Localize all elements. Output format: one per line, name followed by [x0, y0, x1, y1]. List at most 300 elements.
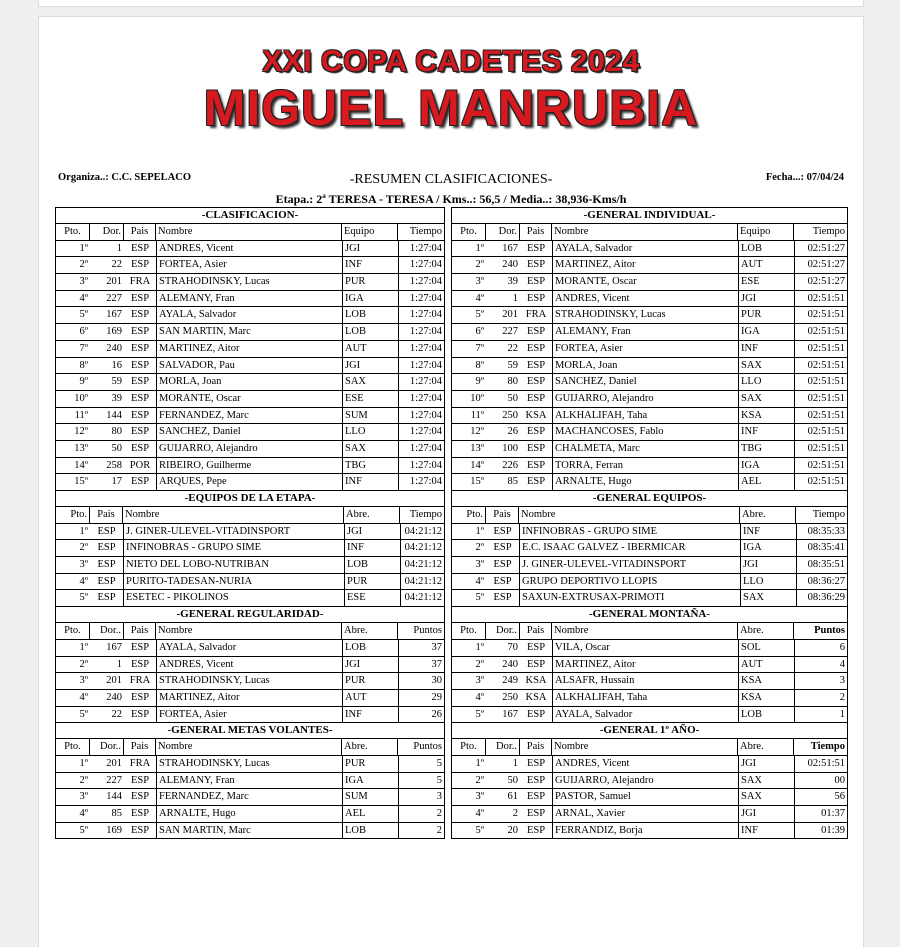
- general_montana-cell: KSA: [525, 675, 547, 687]
- general_1_ano-header-cell: Pto.: [452, 739, 486, 755]
- table-row: [452, 789, 847, 806]
- general_metas_volantes-cell: IGA: [342, 773, 398, 789]
- clasificacion-cell: ANDRES, Vicent: [156, 241, 342, 257]
- summary-heading: -RESUMEN CLASIFICACIONES-: [349, 172, 553, 187]
- general_equipos-cell: SAX: [740, 590, 796, 606]
- general_equipos-cell: E.C. ISAAC GALVEZ - IBERMICAR: [519, 540, 740, 556]
- table-row: [452, 690, 847, 707]
- general_1_ano-cell: ANDRES, Vicent: [552, 756, 738, 772]
- general_individual-cell: 14º: [470, 459, 484, 471]
- general_individual-cell: MORLA, Joan: [552, 358, 738, 374]
- general_individual-cell: ESP: [526, 242, 546, 254]
- general_montana-cell: ESP: [526, 708, 546, 720]
- general_equipos-cell: 4º: [475, 575, 484, 587]
- table-row: [452, 474, 847, 491]
- general_montana-cell: KSA: [738, 690, 794, 706]
- general_regularidad-cell: 2º: [79, 658, 88, 670]
- general_individual-cell: SAX: [738, 391, 794, 407]
- general_montana-cell: 2º: [475, 658, 484, 670]
- table-row: [452, 374, 847, 391]
- clasificacion-cell: 2º: [79, 259, 88, 271]
- equipos_etapa-cell: ESP: [97, 525, 116, 537]
- equipos_etapa-cell: LOB: [344, 557, 400, 573]
- general_individual-cell: 5º: [475, 309, 484, 321]
- general_montana-header-cell: Nombre: [552, 623, 738, 639]
- equipos_etapa-header-cell: Pto.: [56, 507, 90, 523]
- general_metas_volantes-cell: SAN MARTIN, Marc: [156, 823, 342, 839]
- general_1_ano-cell: SAX: [738, 789, 794, 805]
- general_metas_volantes-cell: 1º: [79, 757, 88, 769]
- general_individual-cell: ESP: [526, 459, 546, 471]
- table-row: [56, 374, 444, 391]
- equipos_etapa-header-cell: Tiempo: [409, 509, 442, 520]
- general_individual-cell: LOB: [738, 241, 794, 257]
- clasificacion-cell: 80: [111, 426, 122, 438]
- clasificacion-cell: 1:27:04: [398, 324, 444, 340]
- table-row: [452, 358, 847, 375]
- general_1_ano-cell: GUIJARRO, Alejandro: [552, 773, 738, 789]
- general_regularidad-cell: 5º: [79, 708, 88, 720]
- clasificacion-cell: 167: [106, 309, 122, 321]
- clasificacion-cell: 59: [111, 376, 122, 388]
- general_regularidad-cell: STRAHODINSKY, Lucas: [156, 673, 342, 689]
- general_individual-cell: 227: [502, 326, 518, 338]
- clasificacion-cell: SAN MARTIN, Marc: [156, 324, 342, 340]
- table-row: [56, 307, 444, 324]
- general_1_ano-header-cell: Nombre: [552, 739, 738, 755]
- general_individual-cell: ALEMANY, Fran: [552, 324, 738, 340]
- table-row: [452, 823, 847, 840]
- general_regularidad-cell: PUR: [342, 673, 398, 689]
- clasificacion-cell: FERNANDEZ, Marc: [156, 408, 342, 424]
- clasificacion-cell: ESP: [130, 476, 150, 488]
- clasificacion-cell: 1:27:04: [398, 391, 444, 407]
- general_equipos-cell: J. GINER-ULEVEL-VITADINSPORT: [519, 557, 740, 573]
- clasificacion-cell: 1:27:04: [398, 307, 444, 323]
- general_regularidad-cell: 29: [398, 690, 444, 706]
- table-row: [56, 408, 444, 425]
- general_equipos-cell: 3º: [475, 559, 484, 571]
- general_regularidad-cell: 3º: [79, 675, 88, 687]
- general_metas_volantes-cell: 169: [106, 824, 122, 836]
- general_1_ano-cell: 01:39: [794, 823, 847, 839]
- equipos_etapa-cell: 4º: [79, 575, 88, 587]
- general_1_ano-cell: 5º: [475, 824, 484, 836]
- general_regularidad-cell: 240: [106, 691, 122, 703]
- general_individual-cell: 1º: [475, 242, 484, 254]
- general_individual-cell: ESP: [526, 376, 546, 388]
- general_individual-cell: 02:51:51: [794, 307, 847, 323]
- equipos_etapa-cell: PURITO-TADESAN-NURIA: [123, 574, 344, 590]
- clasificacion-cell: LLO: [342, 424, 398, 440]
- general_metas_volantes-cell: 3º: [79, 791, 88, 803]
- general_equipos-cell: 08:36:27: [796, 574, 847, 590]
- general_metas_volantes-header-cell: Nombre: [156, 739, 342, 755]
- general_metas_volantes-cell: AEL: [342, 806, 398, 822]
- table-row: [56, 341, 444, 358]
- general_montana-cell: 250: [502, 691, 518, 703]
- equipos_etapa-cell: J. GINER-ULEVEL-VITADINSPORT: [123, 524, 344, 540]
- general_metas_volantes-cell: ESP: [130, 791, 150, 803]
- date-label: Fecha...: 07/04/24: [765, 172, 844, 183]
- clasificacion-cell: 1:27:04: [398, 441, 444, 457]
- general_individual-cell: 02:51:51: [794, 441, 847, 457]
- clasificacion-header-cell: Pto.: [56, 224, 90, 240]
- clasificacion-cell: ESP: [130, 326, 150, 338]
- equipos_etapa-cell: JGI: [344, 524, 400, 540]
- general_individual-cell: FORTEA, Asier: [552, 341, 738, 357]
- general_individual-cell: 80: [507, 376, 518, 388]
- general_equipos-cell: ESP: [493, 575, 512, 587]
- general_equipos-cell: SAXUN-EXTRUSAX-PRIMOTI: [519, 590, 740, 606]
- general_individual-cell: ESP: [526, 292, 546, 304]
- table-row: [56, 657, 444, 674]
- general_regularidad-header-cell: Nombre: [156, 623, 342, 639]
- general_individual-title: -GENERAL INDIVIDUAL-: [452, 208, 847, 224]
- right-column: [451, 207, 848, 839]
- general_individual-cell: ANDRES, Vicent: [552, 291, 738, 307]
- general_metas_volantes-cell: 2: [398, 823, 444, 839]
- general_1_ano-cell: PASTOR, Samuel: [552, 789, 738, 805]
- clasificacion-header-cell: Nombre: [156, 224, 342, 240]
- general_individual-cell: 02:51:51: [794, 374, 847, 390]
- general_1_ano-cell: 20: [507, 824, 518, 836]
- table-row: [452, 324, 847, 341]
- general_individual-header-row: [452, 224, 847, 241]
- clasificacion-cell: 17: [111, 476, 122, 488]
- general_1_ano-cell: 50: [507, 774, 518, 786]
- general_metas_volantes-cell: PUR: [342, 756, 398, 772]
- general_metas_volantes-cell: ALEMANY, Fran: [156, 773, 342, 789]
- general_individual-cell: ESP: [526, 326, 546, 338]
- general_montana-cell: 2: [794, 690, 847, 706]
- general_individual-cell: 02:51:51: [794, 458, 847, 474]
- general_1_ano-cell: 00: [794, 773, 847, 789]
- general_metas_volantes-cell: 144: [106, 791, 122, 803]
- general_individual-cell: AUT: [738, 257, 794, 273]
- general_montana-cell: KSA: [738, 673, 794, 689]
- equipos_etapa-header-row: [56, 507, 444, 524]
- clasificacion-cell: ALEMANY, Fran: [156, 291, 342, 307]
- general_1_ano-cell: ESP: [526, 774, 546, 786]
- general_regularidad-cell: ESP: [130, 708, 150, 720]
- table-row: [452, 458, 847, 475]
- table-row: [452, 657, 847, 674]
- general_metas_volantes-cell: LOB: [342, 823, 398, 839]
- clasificacion-cell: ESP: [130, 392, 150, 404]
- table-row: [452, 341, 847, 358]
- clasificacion-cell: 10º: [74, 392, 88, 404]
- table-row: [452, 574, 847, 591]
- general_montana-cell: ALSAFR, Hussain: [552, 673, 738, 689]
- general_montana-cell: 1º: [475, 641, 484, 653]
- general_individual-cell: 4º: [475, 292, 484, 304]
- general_individual-cell: 13º: [470, 442, 484, 454]
- general_montana-cell: 3: [794, 673, 847, 689]
- general_metas_volantes-cell: 227: [106, 774, 122, 786]
- general_equipos-cell: 2º: [475, 542, 484, 554]
- clasificacion-header-cell: Equipo: [342, 224, 398, 240]
- general_individual-cell: AEL: [738, 474, 794, 490]
- general_individual-cell: IGA: [738, 324, 794, 340]
- clasificacion-header-row: [56, 224, 444, 241]
- general_individual-cell: 02:51:51: [794, 474, 847, 490]
- general_individual-cell: ESP: [526, 442, 546, 454]
- general_individual-cell: STRAHODINSKY, Lucas: [552, 307, 738, 323]
- general_equipos-header-cell: Abre.: [740, 507, 796, 523]
- general_1_ano-header-cell: Dor..: [486, 739, 520, 755]
- equipos_etapa-cell: 04:21:12: [400, 557, 444, 573]
- clasificacion-cell: TBG: [342, 458, 398, 474]
- general_metas_volantes-header-cell: Dor..: [90, 739, 124, 755]
- general_1_ano-cell: 56: [794, 789, 847, 805]
- equipos_etapa-cell: 2º: [79, 542, 88, 554]
- general_regularidad-cell: JGI: [342, 657, 398, 673]
- clasificacion-cell: INF: [342, 474, 398, 490]
- general_regularidad-cell: 37: [398, 640, 444, 656]
- general_regularidad-header-cell: Dor..: [90, 623, 124, 639]
- general_equipos-cell: INFINOBRAS - GRUPO SIME: [519, 524, 740, 540]
- general_individual-cell: 02:51:51: [794, 424, 847, 440]
- general_regularidad-cell: 30: [398, 673, 444, 689]
- general_regularidad-header-cell: Pais: [124, 623, 156, 639]
- clasificacion-cell: 22: [111, 259, 122, 271]
- general_1_ano-cell: JGI: [738, 756, 794, 772]
- general_equipos-cell: ESP: [493, 592, 512, 604]
- general_montana-header-cell: Puntos: [814, 625, 845, 637]
- general_1_ano-header-row: [452, 739, 847, 756]
- general_metas_volantes-header-cell: Pto.: [56, 739, 90, 755]
- equipos_etapa-title: -EQUIPOS DE LA ETAPA-: [56, 491, 444, 507]
- general_equipos-cell: 1º: [475, 525, 484, 537]
- general_regularidad-cell: AYALA, Salvador: [156, 640, 342, 656]
- equipos_etapa-cell: 5º: [79, 592, 88, 604]
- general_individual-header-cell: Pto.: [452, 224, 486, 240]
- clasificacion-cell: MARTINEZ, Aitor: [156, 341, 342, 357]
- clasificacion-cell: 14º: [74, 459, 88, 471]
- clasificacion-cell: ESP: [130, 292, 150, 304]
- clasificacion-cell: ESP: [130, 259, 150, 271]
- table-row: [56, 524, 444, 541]
- clasificacion-cell: 1:27:04: [398, 257, 444, 273]
- general_individual-cell: AYALA, Salvador: [552, 241, 738, 257]
- clasificacion-cell: 1:27:04: [398, 458, 444, 474]
- clasificacion-cell: LOB: [342, 324, 398, 340]
- general_1_ano-cell: JGI: [738, 806, 794, 822]
- general_individual-header-cell: Equipo: [738, 224, 794, 240]
- general_1_ano-cell: ESP: [526, 757, 546, 769]
- general_regularidad-cell: 22: [111, 708, 122, 720]
- general_individual-cell: 226: [502, 459, 518, 471]
- general_individual-cell: ESP: [526, 426, 546, 438]
- general_regularidad-cell: LOB: [342, 640, 398, 656]
- equipos_etapa-cell: 04:21:12: [400, 540, 444, 556]
- general_individual-cell: 240: [502, 259, 518, 271]
- general_1_ano-header-cell: Pais: [520, 739, 552, 755]
- general_metas_volantes-cell: 2º: [79, 774, 88, 786]
- clasificacion-cell: 15º: [74, 476, 88, 488]
- general_montana-cell: 5º: [475, 708, 484, 720]
- general_individual-cell: ESP: [526, 259, 546, 271]
- general_individual-cell: 02:51:51: [794, 408, 847, 424]
- clasificacion-cell: SAX: [342, 374, 398, 390]
- general_metas_volantes-header-cell: Abre.: [342, 739, 398, 755]
- general_regularidad-cell: 4º: [79, 691, 88, 703]
- general_montana-cell: KSA: [525, 691, 547, 703]
- equipos_etapa-cell: NIETO DEL LOBO-NUTRIBAN: [123, 557, 344, 573]
- general_regularidad-cell: 1º: [79, 641, 88, 653]
- general_regularidad-cell: FRA: [129, 675, 151, 687]
- clasificacion-cell: 1:27:04: [398, 474, 444, 490]
- general_individual-cell: 02:51:27: [794, 257, 847, 273]
- table-row: [452, 391, 847, 408]
- general_individual-cell: MACHANCOSES, Fablo: [552, 424, 738, 440]
- general_individual-cell: SANCHEZ, Daniel: [552, 374, 738, 390]
- left-column: [55, 207, 445, 839]
- equipos_etapa-cell: INFINOBRAS - GRUPO SIME: [123, 540, 344, 556]
- general_montana-header-cell: Pto.: [452, 623, 486, 639]
- table-row: [56, 557, 444, 574]
- clasificacion-cell: ESP: [130, 342, 150, 354]
- general_regularidad-cell: AUT: [342, 690, 398, 706]
- general_regularidad-cell: 1: [116, 658, 122, 670]
- clasificacion-cell: PUR: [342, 274, 398, 290]
- general_regularidad-cell: ESP: [130, 691, 150, 703]
- general_metas_volantes-cell: FRA: [129, 757, 151, 769]
- general_individual-cell: IGA: [738, 458, 794, 474]
- general_metas_volantes-cell: FERNANDEZ, Marc: [156, 789, 342, 805]
- general_equipos-cell: 08:35:33: [796, 524, 847, 540]
- general_regularidad-cell: INF: [342, 707, 398, 723]
- general_individual-cell: 22: [507, 342, 518, 354]
- general_individual-cell: 02:51:51: [794, 291, 847, 307]
- general_equipos-header-cell: Tiempo: [812, 509, 845, 520]
- general_metas_volantes-cell: 5: [398, 773, 444, 789]
- table-row: [56, 441, 444, 458]
- table-row: [56, 574, 444, 591]
- general_1_ano-cell: INF: [738, 823, 794, 839]
- general_montana-cell: VILA, Oscar: [552, 640, 738, 656]
- general_metas_volantes-header-row: [56, 739, 444, 756]
- general_montana-cell: 4: [794, 657, 847, 673]
- general_metas_volantes-cell: ESP: [130, 824, 150, 836]
- clasificacion-cell: 1:27:04: [398, 241, 444, 257]
- stage-info: Etapa.: 2ª TERESA - TERESA / Kms..: 56,5 / Media..: 38,936-Kms/h: [275, 192, 627, 206]
- equipos_etapa-cell: ESP: [97, 559, 116, 571]
- general_metas_volantes-cell: 5º: [79, 824, 88, 836]
- table-row: [452, 424, 847, 441]
- clasificacion-cell: ESP: [130, 442, 150, 454]
- general_individual-cell: 02:51:51: [794, 358, 847, 374]
- general_equipos-header-cell: Pais: [486, 507, 519, 523]
- table-row: [56, 640, 444, 657]
- general_regularidad-cell: ANDRES, Vicent: [156, 657, 342, 673]
- general_regularidad-cell: FORTEA, Asier: [156, 707, 342, 723]
- table-row: [452, 557, 847, 574]
- general_metas_volantes-header-cell: Pais: [124, 739, 156, 755]
- table-row: [452, 307, 847, 324]
- general_individual-cell: 250: [502, 409, 518, 421]
- general_1_ano-cell: ESP: [526, 824, 546, 836]
- clasificacion-cell: SANCHEZ, Daniel: [156, 424, 342, 440]
- general_1_ano-cell: 1: [512, 757, 518, 769]
- general_individual-cell: MARTINEZ, Aitor: [552, 257, 738, 273]
- general_individual-header-cell: Tiempo: [812, 226, 845, 237]
- general_individual-cell: 9º: [475, 376, 484, 388]
- table-row: [56, 789, 444, 806]
- general_1_ano-cell: SAX: [738, 773, 794, 789]
- general_equipos-cell: 08:36:29: [796, 590, 847, 606]
- table-row: [56, 773, 444, 790]
- general_regularidad-cell: 201: [106, 675, 122, 687]
- general_montana-cell: SOL: [738, 640, 794, 656]
- clasificacion-header-cell: Pais: [124, 224, 156, 240]
- general_individual-header-cell: Nombre: [552, 224, 738, 240]
- general_equipos-cell: GRUPO DEPORTIVO LLOPIS: [519, 574, 740, 590]
- clasificacion-cell: ESP: [130, 376, 150, 388]
- equipos_etapa-cell: INF: [344, 540, 400, 556]
- general_equipos-cell: INF: [740, 524, 796, 540]
- table-row: [56, 707, 444, 724]
- general_individual-cell: 50: [507, 392, 518, 404]
- clasificacion-cell: FORTEA, Asier: [156, 257, 342, 273]
- clasificacion-cell: 227: [106, 292, 122, 304]
- general_equipos-cell: IGA: [740, 540, 796, 556]
- general_1_ano-header-cell: Abre.: [738, 739, 794, 755]
- general_montana-cell: AUT: [738, 657, 794, 673]
- equipos_etapa-cell: ESP: [97, 575, 116, 587]
- clasificacion-cell: 201: [106, 276, 122, 288]
- general_individual-cell: SAX: [738, 358, 794, 374]
- title-line-2: MIGUEL MANRUBIA: [203, 80, 699, 136]
- general_individual-cell: PUR: [738, 307, 794, 323]
- general_metas_volantes-cell: ESP: [130, 774, 150, 786]
- general_metas_volantes-cell: 85: [111, 808, 122, 819]
- general_individual-cell: 167: [502, 242, 518, 254]
- table-row: [56, 241, 444, 258]
- general_regularidad-cell: ESP: [130, 641, 150, 653]
- clasificacion-cell: 3º: [79, 276, 88, 288]
- general_equipos-cell: LLO: [740, 574, 796, 590]
- clasificacion-cell: 12º: [74, 426, 88, 438]
- general_metas_volantes-cell: 5: [398, 756, 444, 772]
- general_individual-cell: 8º: [475, 359, 484, 371]
- general_individual-cell: ESP: [526, 276, 546, 288]
- general_individual-cell: 02:51:51: [794, 324, 847, 340]
- general_1_ano-cell: FERRANDIZ, Borja: [552, 823, 738, 839]
- general_1_ano-cell: 3º: [475, 791, 484, 803]
- general_equipos-cell: ESP: [493, 542, 512, 554]
- general_individual-cell: LLO: [738, 374, 794, 390]
- general_individual-cell: ESE: [738, 274, 794, 290]
- general_1_ano-cell: ARNAL, Xavier: [552, 806, 738, 822]
- table-row: [452, 524, 847, 541]
- general_1_ano-cell: 1º: [475, 757, 484, 769]
- clasificacion-cell: JGI: [342, 358, 398, 374]
- general_regularidad-header-row: [56, 623, 444, 640]
- equipos_etapa-header-cell: Nombre: [123, 507, 344, 523]
- equipos_etapa-cell: ESETEC - PIKOLINOS: [123, 590, 344, 606]
- general_regularidad-cell: 26: [398, 707, 444, 723]
- general_montana-cell: 70: [507, 641, 518, 653]
- table-row: [452, 257, 847, 274]
- table-row: [56, 590, 444, 607]
- general_metas_volantes-cell: 4º: [79, 808, 88, 819]
- general_individual-cell: 1: [512, 292, 518, 304]
- general_regularidad-header-cell: Puntos: [413, 625, 442, 637]
- table-row: [452, 540, 847, 557]
- table-row: [56, 257, 444, 274]
